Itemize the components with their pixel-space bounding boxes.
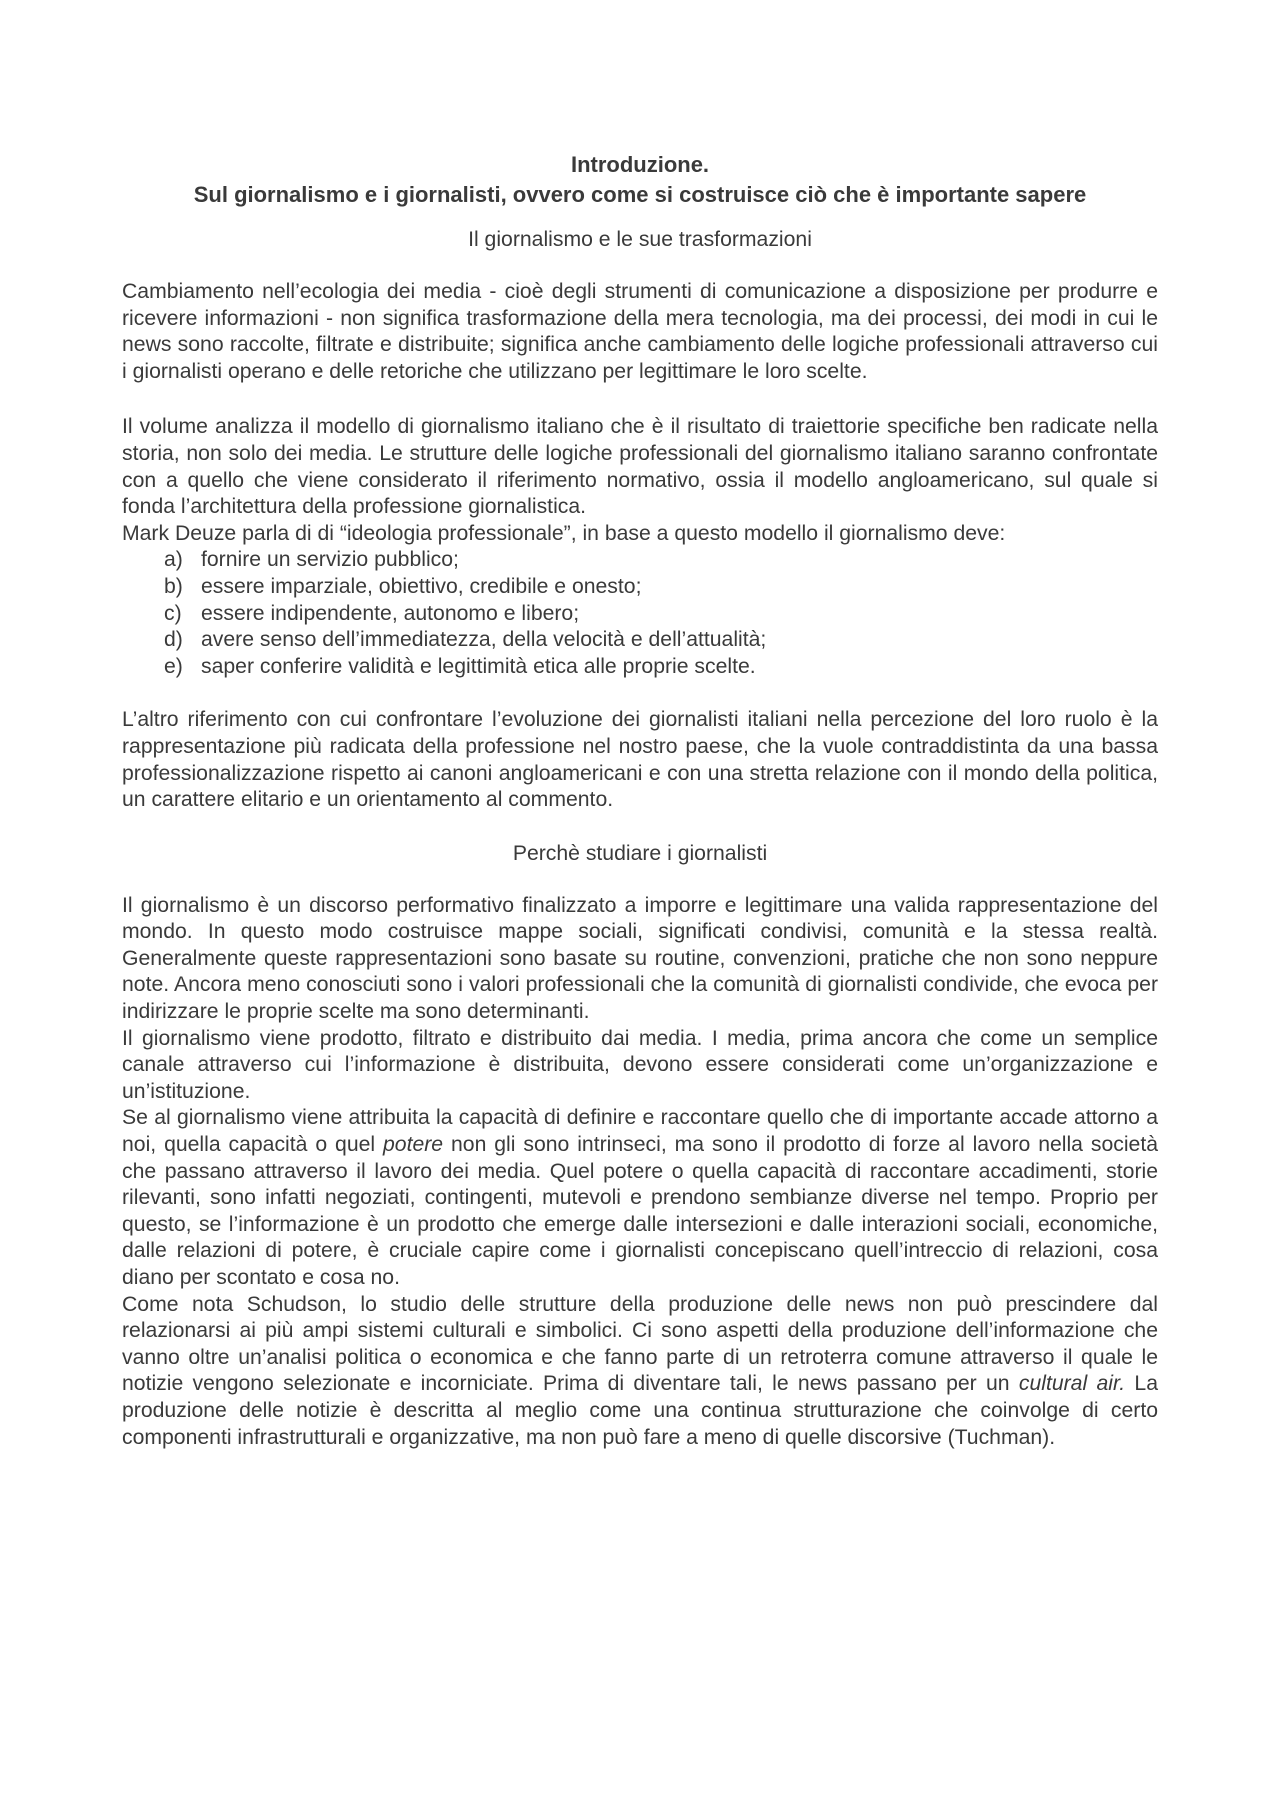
emphasis-potere: potere: [383, 1133, 444, 1157]
title-line-1: Introduzione.: [570, 152, 710, 177]
list-item: [164, 654, 1158, 681]
list-marker: a): [164, 548, 183, 572]
list-item-text: essere imparziale, obiettivo, credibile e onesto;: [201, 574, 642, 598]
paragraph: [122, 1105, 1158, 1291]
list-item-text: essere indipendente, autonomo e libero;: [201, 601, 580, 625]
list-marker: d): [164, 628, 183, 652]
text-run: non gli sono intrinseci, ma sono il prodotto di forze al lavoro nella società che passano attraverso il lavoro dei media. Quel potere o quella capacità di raccontare accadimenti, storie rilevanti, sono infatti negoziati, contingenti, mutevoli e prendono sembianze diverse nel tempo. Proprio per questo, se l’informazione è un prodotto che emerge dalle intersezioni e dalle interazioni sociali, economiche, dalle relazioni di potere, è cruciale capire come i giornalisti concepiscano quell’intreccio di relazioni, cosa diano per scontato e cosa no.: [122, 1133, 1158, 1289]
text-run: La produzione delle notizie è descritta al meglio come una continua strutturazione che coinvolge di certo componenti infrastrutturali e organizzative, ma non può fare a meno di quelle discorsive (Tuchman).: [122, 1372, 1158, 1449]
paragraph: Il giornalismo è un discorso performativo finalizzato a imporre e legittimare una valida rappresentazione del mondo. In questo modo costruisce mappe sociali, significati condivisi, comunità e la stessa realtà. Generalmente queste rappresentazioni sono basate su routine, convenzioni, pratiche che non sono neppure note. Ancora meno conosciuti sono i valori professionali che la comunità di giornalisti condivide, che evoca per indirizzare le proprie scelte ma sono determinanti.: [122, 893, 1158, 1024]
list-item: [164, 574, 1158, 601]
text-run: Se al giornalismo viene attribuita la capacità di definire e raccontare quello che di importante accade attorno a noi, quella capacità o quel: [122, 1106, 1158, 1157]
list-item-text: avere senso dell’immediatezza, della velocità e dell’attualità;: [201, 628, 767, 652]
list-marker: b): [164, 574, 183, 598]
title-line-2: Sul giornalismo e i giornalisti, ovvero come si costruisce ciò che è importante sapere: [193, 182, 1087, 207]
emphasis-cultural-air: cultural air.: [1018, 1372, 1126, 1396]
document-page: [122, 150, 1158, 1451]
list-item-text: saper conferire validità e legittimità etica alle proprie scelte.: [201, 654, 756, 678]
paragraph: Il giornalismo viene prodotto, filtrato e distribuito dai media. I media, prima ancora che come un semplice canale attraverso cui l’informazione è distribuita, devono essere considerati come un’organizzazione e un’istituzione.: [122, 1026, 1158, 1103]
paragraph: Cambiamento nell’ecologia dei media - cioè degli strumenti di comunicazione a disposizione per produrre e ricevere informazioni - non significa trasformazione della mera tecnologia, ma dei processi, dei modi in cui le news sono raccolte, filtrate e distribuite; significa anche cambiamento delle logiche professionali attraverso cui i giornalisti operano e delle retoriche che utilizzano per legittimare le loro scelte.: [122, 280, 1158, 383]
list-marker: c): [164, 601, 182, 625]
paragraph: L’altro riferimento con cui confrontare l’evoluzione dei giornalisti italiani nella percezione del loro ruolo è la rappresentazione più radicata della professione nel nostro paese, che la vuole contraddistinta da una bassa professionalizzazione rispetto ai canoni angloamericani e con una stretta relazione con il mondo della politica, un carattere elitario e un orientamento al commento.: [122, 708, 1158, 812]
paragraph: Il volume analizza il modello di giornalismo italiano che è il risultato di traiettorie specifiche ben radicate nella storia, non solo dei media. Le strutture delle logiche professionali del giornalismo italiano saranno confrontate con a quello che viene considerato il riferimento normativo, ossia il modello angloamericano, sul quale si fonda l’architettura della professione giornalistica.: [122, 415, 1158, 519]
list-item: [164, 601, 1158, 628]
paragraph: [122, 1292, 1158, 1452]
section-heading-perche-studiare: Perchè studiare i giornalisti: [512, 841, 768, 865]
paragraph: Mark Deuze parla di di “ideologia professionale”, in base a questo modello il giornalismo deve:: [122, 521, 1006, 545]
document-title: [122, 150, 1158, 210]
list-item-text: fornire un servizio pubblico;: [201, 548, 459, 572]
text-run: Come nota Schudson, lo studio delle strutture della produzione delle news non può prescindere dal relazionarsi ai più ampi sistemi culturali e simbolici. Ci sono aspetti della produzione dell’informazione che vanno oltre un’analisi politica o economica e che fanno parte di un retroterra comune attraverso il quale le notizie vengono selezionate e incorniciate. Prima di diventare tali, le news passano per un: [122, 1292, 1158, 1396]
ideology-list: [122, 547, 1158, 680]
list-item: [164, 547, 1158, 574]
list-item: [164, 627, 1158, 654]
section-heading-trasformazioni: Il giornalismo e le sue trasformazioni: [468, 228, 812, 251]
list-marker: e): [164, 654, 183, 678]
